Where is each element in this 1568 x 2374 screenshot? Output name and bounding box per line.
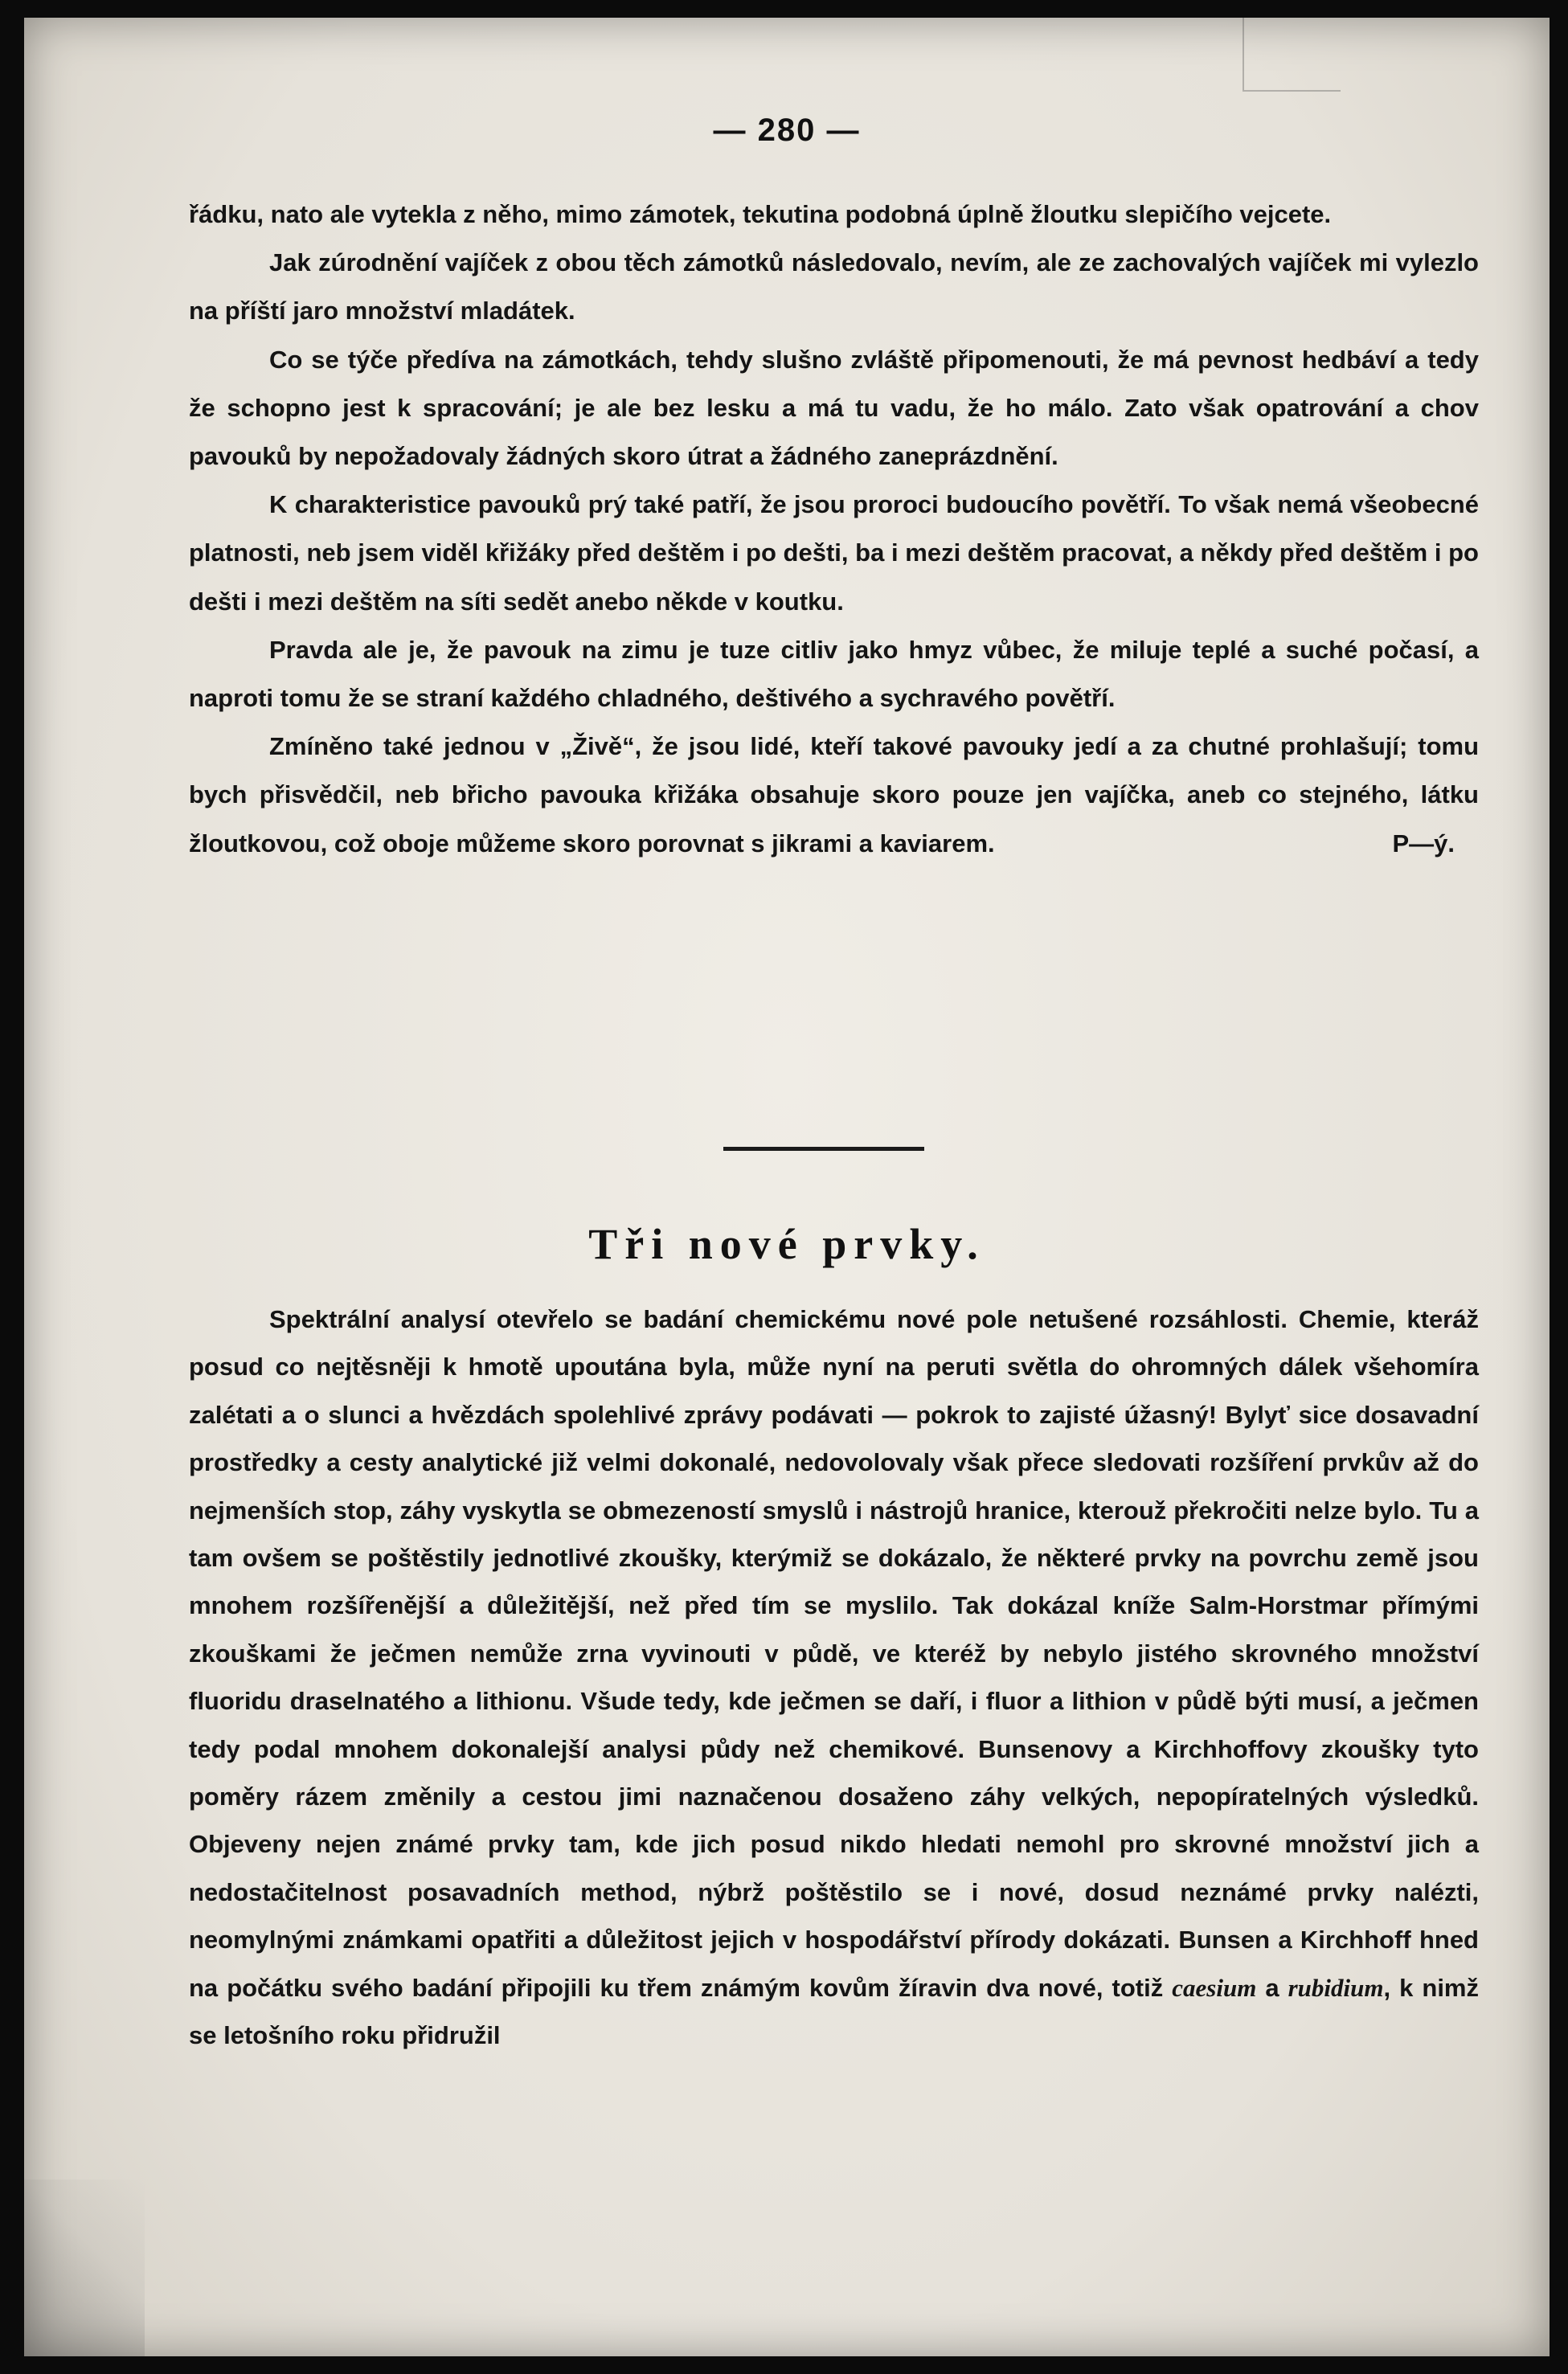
- page-number: — 280 —: [713, 113, 861, 148]
- paragraph-last-text: Zmíněno také jednou v „Živě“, že jsou lidé, kteří takové pavouky jedí a za chutné prohlašují; tomu bych přisvědčil, neb břicho pavouka křižáka obsahuje skoro pouze jen vajíčka, aneb co stejného, látku žloutkovou, což oboje můžeme skoro porovnat s jikrami a kaviarem.: [189, 732, 1479, 858]
- author-signature: P—ý.: [1392, 829, 1455, 858]
- element-caesium: caesium: [1172, 1973, 1257, 2002]
- paragraph-continued: řádku, nato ale vytekla z něho, mimo zámotek, tekutina podobná úplně žloutku slepičího vejcete.: [189, 200, 1332, 228]
- paragraph: [189, 1295, 1479, 2060]
- paragraph: Co se týče předíva na zámotkách, tehdy slušno zvláště připomenouti, že má pevnost hedbáví a tedy že schopno jest k spracování; je ale bez lesku a má tu vadu, že ho málo. Zato však opatrování a chov pavouků by nepožadovaly žádných skoro útrat a žádného zaneprázdnění.: [189, 345, 1479, 471]
- article-title: Tři nové prvky.: [588, 1220, 985, 1268]
- paragraph-tail: , k nimž se letošního roku přidružil: [189, 1973, 1479, 2050]
- paragraph-last: [189, 722, 1479, 868]
- element-rubidium: rubidium: [1288, 1973, 1384, 2002]
- article-body: [189, 1295, 1479, 2060]
- page-fold-mark: [1243, 18, 1341, 92]
- paragraph-text: Spektrální analysí otevřelo se badání chemickému nové pole netušené rozsáhlosti. Chemie, kteráž posud co nejtěsněji k hmotě upoutána byla, může nyní na peruti světla do ohromných dálek všehomíra zalétati a o slunci a hvězdách spolehlivé zprávy podávati — pokrok to zajisté úžasný! Bylyť sice dosavadní prostředky a cesty analytické již velmi dokonalé, nedovolovaly však přece sledovati rozšíření prvkův až do nejmenších stop, záhy vyskytla se obmezeností smyslů i nástrojů hranice, kterouž překročiti nelze bylo. Tu a tam ovšem se poštěstily jednotlivé zkoušky, kterýmiž se dokázalo, že některé prvky na povrchu země jsou mnohem rozšířenější a důležitější, než před tím se myslilo. Tak dokázal kníže Salm-Horstmar přímými zkouškami že ječmen nemůže zrna vyvinouti v půdě, ve kteréž by nebylo jistého skrovného množství fluoridu draselnatého a lithionu. Všude tedy, kde ječmen se daří, i fluor a lithion v půdě býti musí, a ječmen tedy podal mnohem dokonalejší analysi půdy než chemikové. Bunsenovy a Kirchhoffovy zkoušky tyto poměry rázem změnily a cestou jimi naznačenou dosaženo záhy velkých, nepopíratelných výsledků. Objeveny nejen známé prvky tam, kde jich posud nikdo hledati nemohl pro skrovné množství jich a nedostačitelnost posavadních method, nýbrž poštěstilo se i nové, dosud neznámé prvky nalézti, neomylnými známkami opatřiti a důležitost jejich v hospodářství přírody dokázati. Bunsen a Kirchhoff hned na počátku svého badání připojili ku třem známým kovům žíravin dva nové, totiž: [189, 1305, 1479, 2002]
- paragraph: Jak zúrodnění vajíček z obou těch zámotků následovalo, nevím, ale ze zachovalých vajíček mi vylezlo na příští jaro množství mladátek.: [189, 248, 1479, 325]
- scanned-page: [24, 18, 1550, 2356]
- page-corner-stain: [24, 2180, 145, 2356]
- article-end: [189, 190, 1479, 868]
- paragraph: Pravda ale je, že pavouk na zimu je tuze citliv jako hmyz vůbec, že miluje teplé a suché počasí, a naproti tomu že se straní každého chladného, deštivého a sychravého povětří.: [189, 635, 1479, 713]
- paragraph: K charakteristice pavouků prý také patří, že jsou proroci budoucího povětří. To však nemá všeobecné platnosti, neb jsem viděl křižáky před deštěm i po dešti, ba i mezi deštěm pracovat, a někdy před deštěm i po dešti i mezi deštěm na síti sedět anebo někde v koutku.: [189, 490, 1479, 616]
- connector-text: a: [1256, 1973, 1288, 2002]
- section-divider: [723, 1147, 924, 1151]
